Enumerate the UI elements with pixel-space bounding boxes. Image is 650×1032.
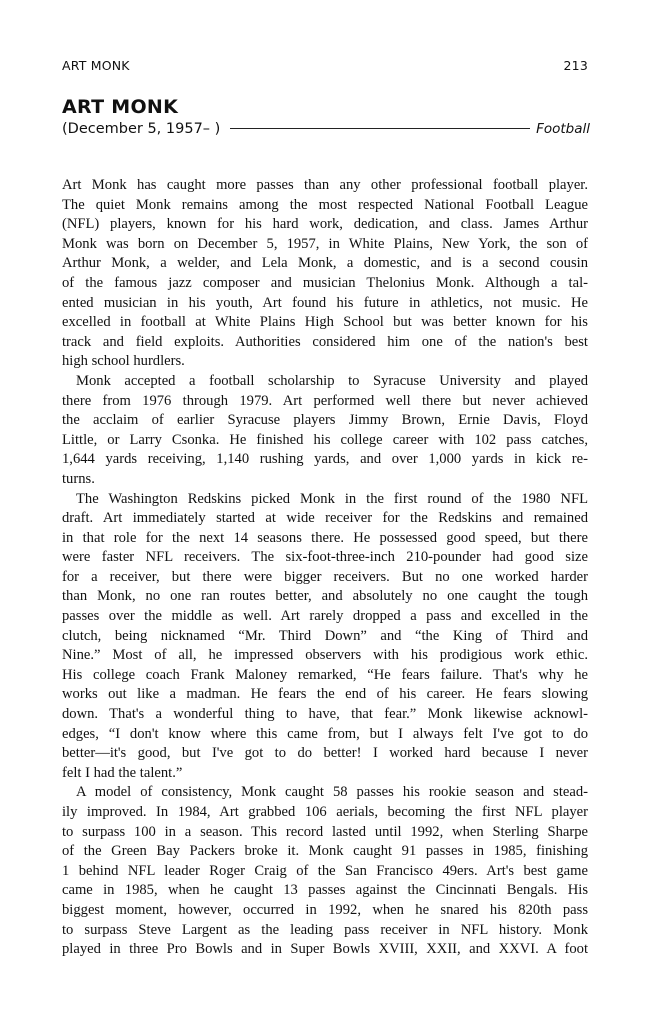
body-line: played in three Pro Bowls and in Super Bowls XVIII, XXII, and XXVI. A foot [62,941,588,958]
body-line: draft. Art immediately started at wide receiver for the Redskins and remained [62,510,588,527]
body-line: in that role for the next 14 seasons there. He possessed good speed, but there [62,529,588,546]
body-line: than Monk, no one ran routes better, and absolutely no one caught the tough [62,588,588,605]
body-line: high school hurdlers. [62,353,185,370]
body-line: for a receiver, but there were bigger receivers. But no one worked harder [62,568,588,585]
entry-rule [230,128,530,129]
body-line: Monk was born on December 5, 1957, in White Plains, New York, the son of [62,235,588,252]
article-body [62,176,588,960]
body-line: 1 behind NFL leader Roger Craig of the San Francisco 49ers. Art's best game [62,862,588,879]
body-line: clutch, being nicknamed “Mr. Third Down” and “the King of Third and [62,627,588,644]
body-line: His college coach Frank Maloney remarked, “He fears failure. That's why he [62,666,588,683]
body-line: track and field exploits. Authorities considered him one of the nation's best [62,333,588,350]
body-line: works out like a madman. He fears the end of his career. He fears slowing [62,686,588,703]
body-line: The quiet Monk remains among the most respected National Football League [62,196,588,213]
body-line: biggest moment, however, occurred in 1992, when he snared his 820th pass [62,901,588,918]
running-head [62,58,588,73]
entry-dates: (December 5, 1957– ) [62,121,221,137]
body-line: to surpass 100 in a season. This record lasted until 1992, when Sterling Sharpe [62,823,588,840]
body-line: down. That's a wonderful thing to have, that fear.” Monk likewise acknowl- [62,706,588,723]
entry-dates-line [62,121,590,137]
body-line: better—it's good, but I've got to do better! I worked hard because I never [62,745,588,762]
running-head-title: ART MONK [62,58,130,73]
body-line: excelled in football at White Plains High School but was better known for his [62,314,588,331]
body-line: there from 1976 through 1979. Art performed well there but never achieved [62,392,588,409]
entry-sport: Football [536,121,590,137]
body-line: The Washington Redskins picked Monk in the first round of the 1980 NFL [76,490,588,507]
body-line: of the famous jazz composer and musician Thelonius Monk. Although a tal- [62,274,588,291]
body-line: A model of consistency, Monk caught 58 passes his rookie season and stead- [76,784,588,801]
body-line: turns. [62,470,95,487]
body-line: ented musician in his youth, Art found his future in athletics, not music. He [62,294,588,311]
entry-title: ART MONK [62,96,179,118]
body-line: Little, or Larry Csonka. He finished his college career with 102 pass catches, [62,431,588,448]
body-line: (NFL) players, known for his hard work, dedication, and class. James Arthur [62,216,588,233]
body-line: of the Green Bay Packers broke it. Monk caught 91 passes in 1985, finishing [62,843,588,860]
body-line: the acclaim of earlier Syracuse players Jimmy Brown, Ernie Davis, Floyd [62,412,588,429]
body-line: edges, “I don't know where this came from, but I always felt I've got to do [62,725,588,742]
body-line: ily improved. In 1984, Art grabbed 106 aerials, becoming the first NFL player [62,804,588,820]
body-line: Nine.” Most of all, he impressed observers with his prodigious work ethic. [62,647,588,664]
body-line: Arthur Monk, a welder, and Lela Monk, a domestic, and is a second cousin [62,255,588,272]
body-line: felt I had the talent.” [62,764,183,781]
page-number: 213 [563,58,588,73]
body-line: passes over the middle as well. Art rarely dropped a pass and excelled in the [62,608,588,625]
body-line: came in 1985, when he caught 13 passes against the Cincinnati Bengals. His [62,882,588,899]
body-line: were faster NFL receivers. The six-foot-three-inch 210-pounder had good size [62,549,588,566]
body-line: Art Monk has caught more passes than any other professional football player. [62,177,588,193]
body-line: 1,644 yards receiving, 1,140 rushing yards, and over 1,000 yards in kick re- [62,451,588,468]
body-line: Monk accepted a football scholarship to Syracuse University and played [76,372,588,389]
body-line: to surpass Steve Largent as the leading pass receiver in NFL history. Monk [62,921,588,938]
